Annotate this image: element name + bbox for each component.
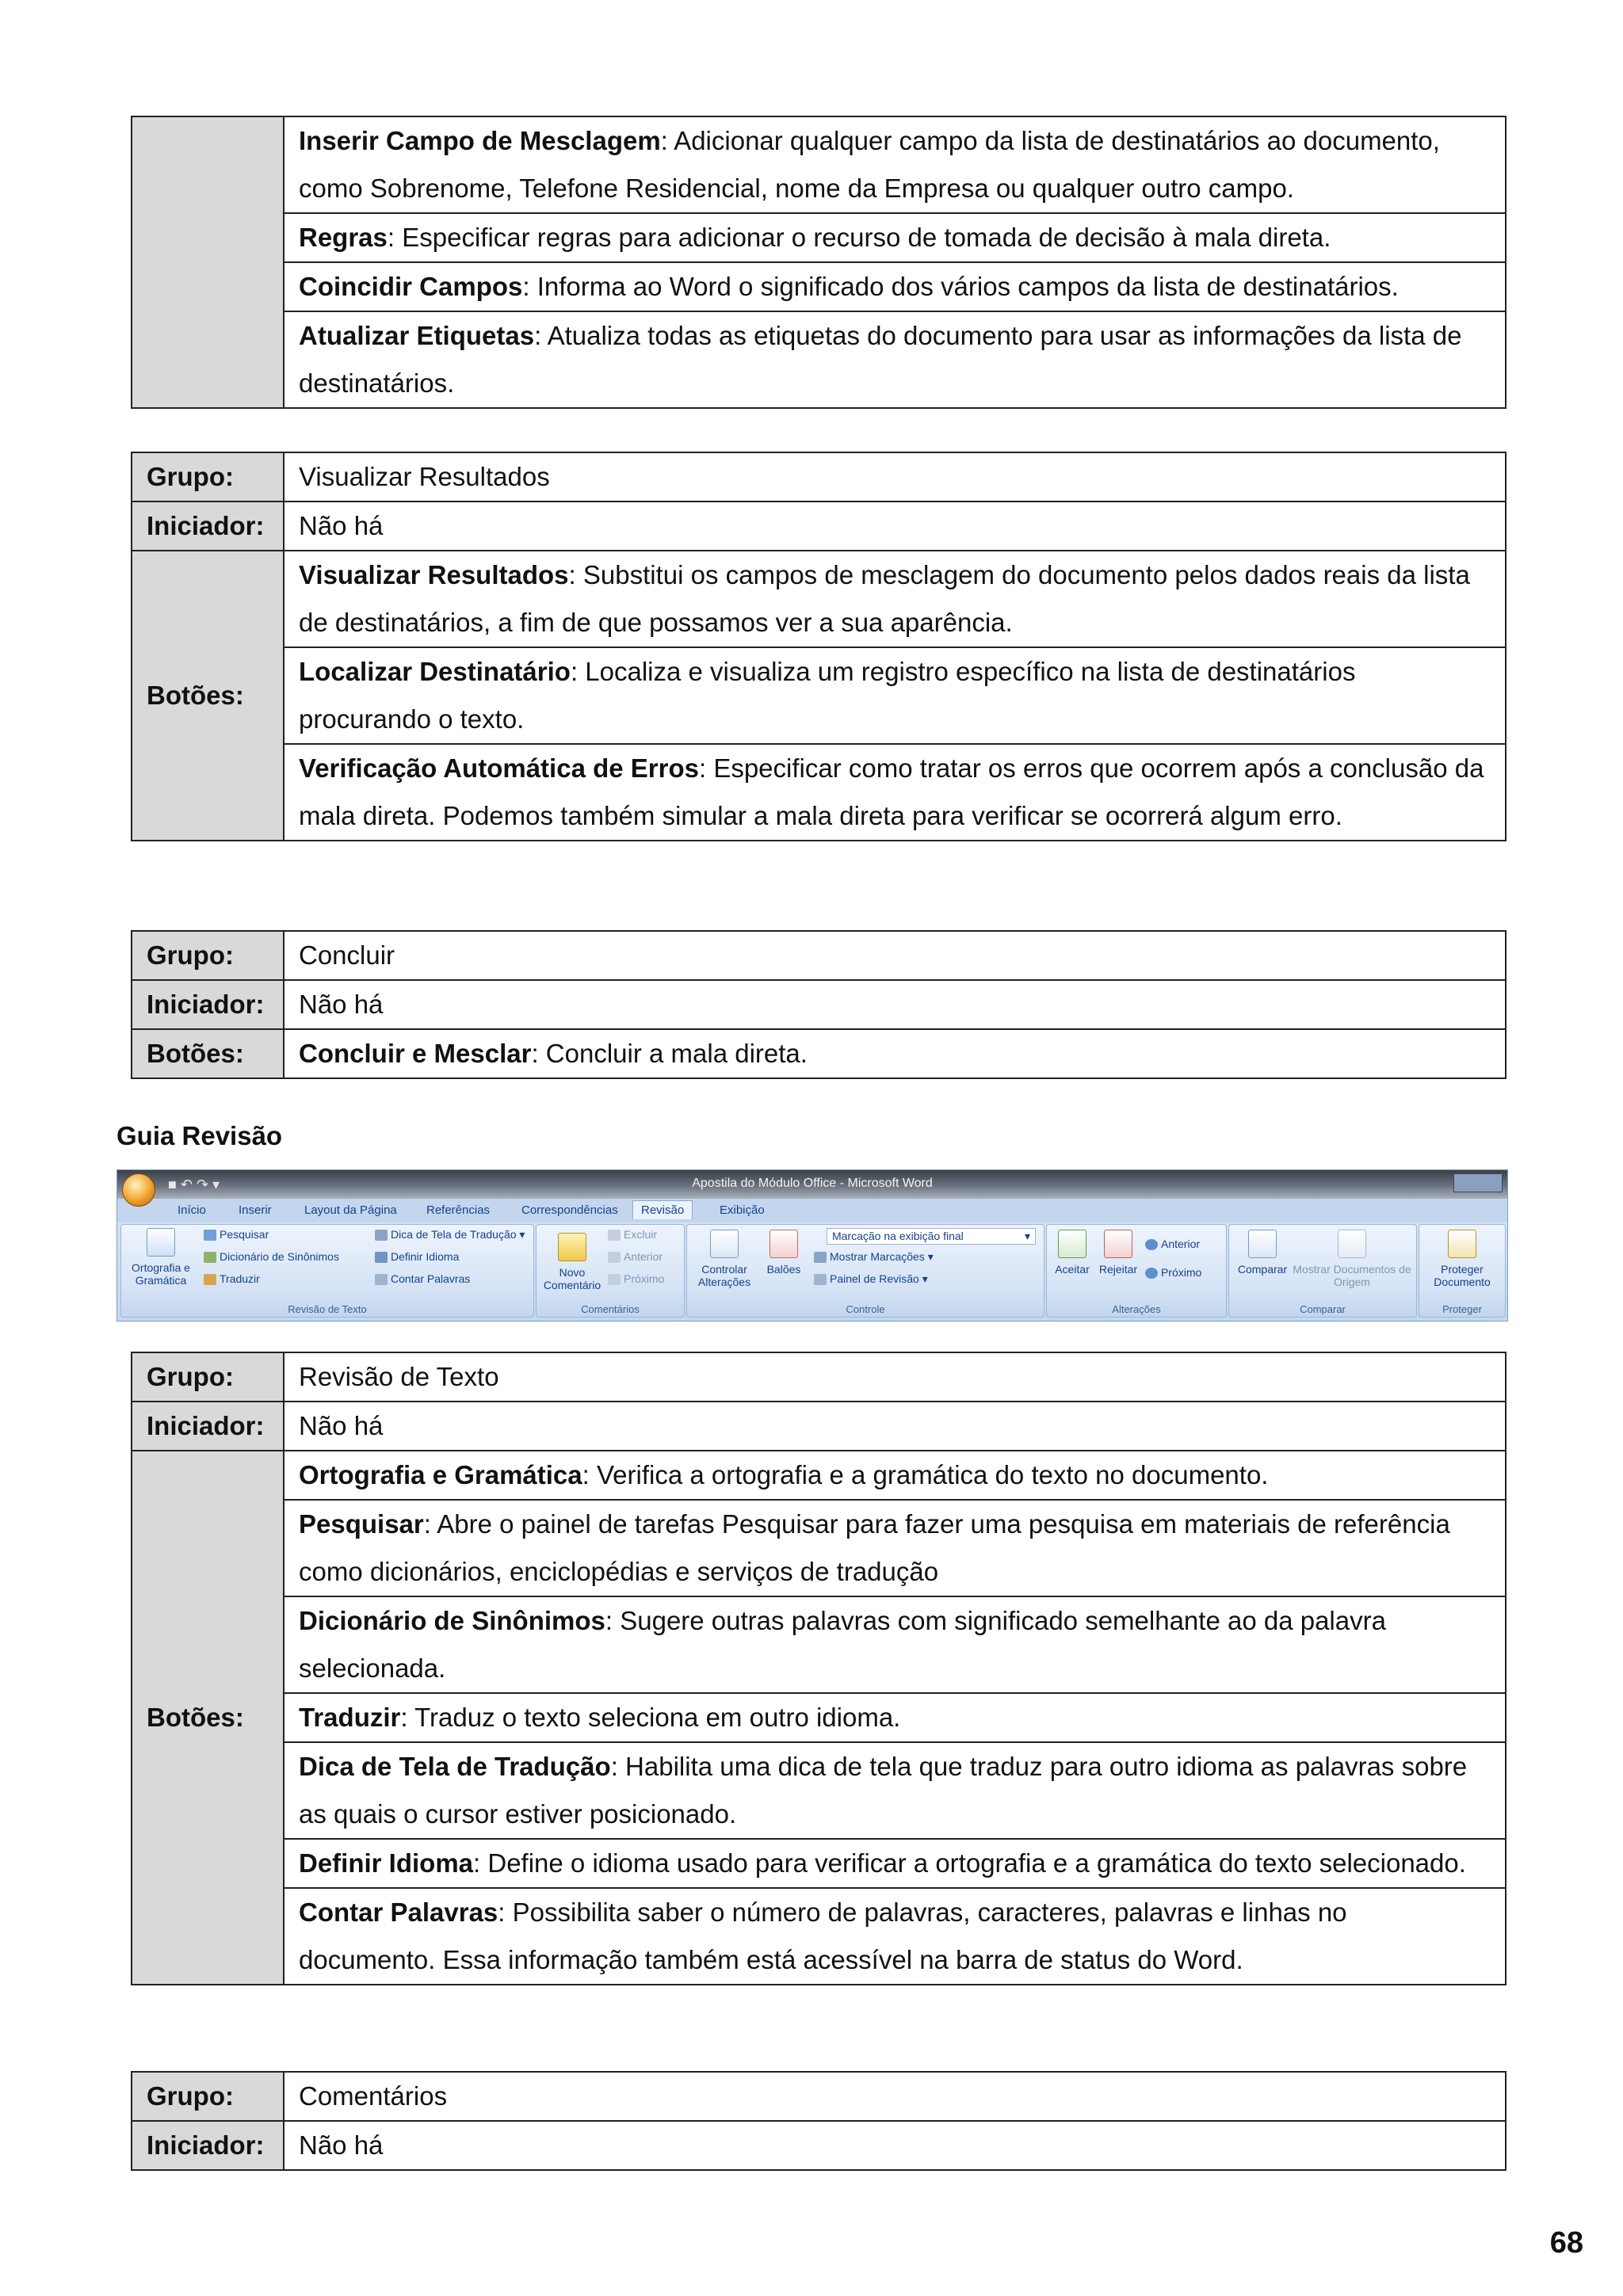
- iniciador-label: Iniciador:: [132, 502, 284, 551]
- button-desc: Concluir e Mesclar: Concluir a mala direta.: [284, 1029, 1506, 1078]
- button-desc-inserir-campo: Inserir Campo de Mesclagem: Adicionar qualquer campo da lista de destinatários ao documento, como Sobrenome, Telefone Residencial, nome da Empresa ou qualquer outro campo.: [284, 116, 1506, 213]
- button-desc: Pesquisar: Abre o painel de tarefas Pesquisar para fazer uma pesquisa em materiais de referência como dicionários, enciclopédias e serviços de tradução: [284, 1500, 1506, 1596]
- tab-correspondencias: Correspondências: [521, 1203, 618, 1217]
- mostrar-documentos-button: Mostrar Documentos de Origem: [1293, 1230, 1411, 1288]
- anterior-alteracao-item: Anterior: [1145, 1238, 1200, 1250]
- tab-inserir: Inserir: [239, 1203, 272, 1217]
- grupo-label: Grupo:: [132, 931, 284, 980]
- window-controls: [1453, 1173, 1503, 1192]
- iniciador-label: Iniciador:: [132, 1402, 284, 1451]
- dica-tela-item: Dica de Tela de Tradução ▾: [375, 1228, 525, 1241]
- tab-layout: Layout da Página: [304, 1203, 397, 1217]
- painel-revisao-item: Painel de Revisão ▾: [814, 1272, 928, 1286]
- grupo-value: Revisão de Texto: [284, 1352, 1506, 1402]
- button-desc: Visualizar Resultados: Substitui os campos de mesclagem do documento pelos dados reais da lista de destinatários, a fim de que possamos ver a sua aparência.: [284, 551, 1506, 647]
- tab-inicio: Início: [178, 1203, 206, 1217]
- tab-referencias: Referências: [426, 1203, 491, 1217]
- reviewing-pane-icon: [814, 1274, 827, 1285]
- group-label: Revisão de Texto: [288, 1303, 367, 1315]
- group-label: Proteger: [1442, 1303, 1482, 1315]
- tab-exibicao: Exibição: [720, 1203, 765, 1217]
- button-desc-atualizar: Atualizar Etiquetas: Atualiza todas as etiquetas do documento para usar as informações da lista de destinatários.: [284, 311, 1506, 408]
- group-label: Controle: [846, 1303, 885, 1315]
- grupo-value: Visualizar Resultados: [284, 452, 1506, 502]
- excluir-item: Excluir: [608, 1228, 657, 1241]
- search-icon: [204, 1230, 216, 1241]
- button-desc: Traduzir: Traduz o texto seleciona em outro idioma.: [284, 1693, 1506, 1742]
- grupo-label: Grupo:: [132, 2072, 284, 2121]
- group-alteracoes: [1046, 1224, 1227, 1318]
- pesquisar-item: Pesquisar: [204, 1228, 269, 1241]
- sinonimos-item: Dicionário de Sinônimos: [204, 1250, 339, 1263]
- proximo-item: Próximo: [608, 1272, 664, 1285]
- lock-icon: [1448, 1230, 1476, 1258]
- word-ribbon-screenshot: [116, 1169, 1508, 1322]
- button-desc: Dicionário de Sinônimos: Sugere outras palavras com significado semelhante ao da palavra selecionada.: [284, 1596, 1506, 1693]
- iniciador-value: Não há: [284, 502, 1506, 551]
- group-table-visualizar: [131, 452, 1507, 841]
- definir-idioma-item: Definir Idioma: [375, 1250, 459, 1263]
- comparar-button: Comparar: [1232, 1230, 1293, 1276]
- grupo-value: Concluir: [284, 931, 1506, 980]
- traduzir-item: Traduzir: [204, 1272, 260, 1285]
- group-proteger: [1419, 1224, 1506, 1318]
- label-cell-blank: [132, 116, 284, 408]
- compare-icon: [1248, 1230, 1277, 1258]
- office-button-icon: [122, 1173, 155, 1207]
- group-label: Comparar: [1300, 1303, 1346, 1315]
- page-number: 68: [1549, 2226, 1583, 2260]
- group-table-comentarios: [131, 2071, 1507, 2171]
- ribbon-groups: [120, 1224, 1504, 1318]
- section-heading: Guia Revisão: [116, 1121, 283, 1150]
- button-desc: Ortografia e Gramática: Verifica a ortografia e a gramática do texto no documento.: [284, 1451, 1506, 1500]
- group-table-concluir: [131, 930, 1507, 1079]
- iniciador-label: Iniciador:: [132, 2121, 284, 2170]
- reject-icon: [1104, 1230, 1132, 1258]
- grupo-label: Grupo:: [132, 452, 284, 502]
- previous-change-icon: [1145, 1239, 1158, 1250]
- abc-check-icon: [147, 1228, 175, 1257]
- next-change-icon: [1145, 1268, 1158, 1279]
- mail-merge-buttons-table-continued: [131, 116, 1507, 409]
- rejeitar-button: Rejeitar: [1094, 1230, 1142, 1276]
- window-title: Apostila do Módulo Office - Microsoft Word: [692, 1177, 933, 1190]
- group-controle: [686, 1224, 1044, 1318]
- track-changes-icon: [710, 1230, 739, 1258]
- word-count-icon: [375, 1274, 388, 1285]
- title-bar: [117, 1170, 1507, 1199]
- grupo-value: Comentários: [284, 2072, 1506, 2121]
- tab-revisao: Revisão: [632, 1200, 693, 1219]
- button-desc: Definir Idioma: Define o idioma usado para verificar a ortografia e a gramática do texto selecionado.: [284, 1839, 1506, 1888]
- iniciador-value: Não há: [284, 1402, 1506, 1451]
- iniciador-label: Iniciador:: [132, 980, 284, 1029]
- translate-icon: [204, 1274, 216, 1285]
- button-desc: Contar Palavras: Possibilita saber o número de palavras, caracteres, palavras e linhas no documento. Essa informação também está acessível na barra de status do Word.: [284, 1888, 1506, 1985]
- botoes-label: Botões:: [132, 1029, 284, 1078]
- show-markup-icon: [814, 1252, 827, 1263]
- mostrar-marcacoes-item: Mostrar Marcações ▾: [814, 1250, 934, 1264]
- screentip-icon: [375, 1230, 388, 1241]
- quick-access-toolbar: ■ ↶ ↷ ▾: [168, 1177, 220, 1192]
- novo-comentario-button: Novo Comentário: [540, 1233, 605, 1291]
- iniciador-value: Não há: [284, 2121, 1506, 2170]
- comment-icon: [558, 1233, 586, 1261]
- next-comment-icon: [608, 1274, 621, 1285]
- proteger-documento-button: Proteger Documento: [1423, 1230, 1502, 1288]
- button-desc: Dica de Tela de Tradução: Habilita uma dica de tela que traduz para outro idioma as palavras sobre as quais o cursor estiver posicionado.: [284, 1742, 1506, 1839]
- controlar-alteracoes-button: Controlar Alterações: [690, 1230, 758, 1288]
- previous-comment-icon: [608, 1252, 621, 1263]
- group-label: Alterações: [1112, 1303, 1161, 1315]
- source-documents-icon: [1338, 1230, 1366, 1258]
- group-revisao-texto: [120, 1224, 534, 1318]
- baloes-button: Balões: [760, 1230, 808, 1276]
- group-comparar: [1228, 1224, 1417, 1318]
- markup-dropdown: Marcação na exibição final ▾: [827, 1228, 1036, 1245]
- balloons-icon: [769, 1230, 798, 1258]
- button-desc: Localizar Destinatário: Localiza e visualiza um registro específico na lista de destinatários procurando o texto.: [284, 647, 1506, 744]
- grupo-label: Grupo:: [132, 1352, 284, 1402]
- button-desc-regras: Regras: Especificar regras para adicionar o recurso de tomada de decisão à mala direta.: [284, 213, 1506, 262]
- group-label: Comentários: [581, 1303, 640, 1315]
- ribbon-tabs: [117, 1199, 1507, 1222]
- language-icon: [375, 1252, 388, 1263]
- anterior-item: Anterior: [608, 1250, 663, 1263]
- aceitar-button: Aceitar: [1050, 1230, 1094, 1276]
- delete-comment-icon: [608, 1230, 621, 1241]
- group-comentarios: [536, 1224, 685, 1318]
- ortografia-button: Ortografia e Gramática: [124, 1228, 197, 1287]
- button-desc-coincidir: Coincidir Campos: Informa ao Word o significado dos vários campos da lista de destinatários.: [284, 262, 1506, 311]
- group-table-revisao-texto: [131, 1352, 1507, 1985]
- iniciador-value: Não há: [284, 980, 1506, 1029]
- botoes-label: Botões:: [132, 551, 284, 841]
- accept-icon: [1058, 1230, 1086, 1258]
- proximo-alteracao-item: Próximo: [1145, 1266, 1201, 1279]
- contar-palavras-item: Contar Palavras: [375, 1272, 470, 1285]
- botoes-label: Botões:: [132, 1451, 284, 1985]
- thesaurus-icon: [204, 1252, 216, 1263]
- button-desc: Verificação Automática de Erros: Especificar como tratar os erros que ocorrem após a conclusão da mala direta. Podemos também simular a mala direta para verificar se ocorrerá algum erro.: [284, 744, 1506, 841]
